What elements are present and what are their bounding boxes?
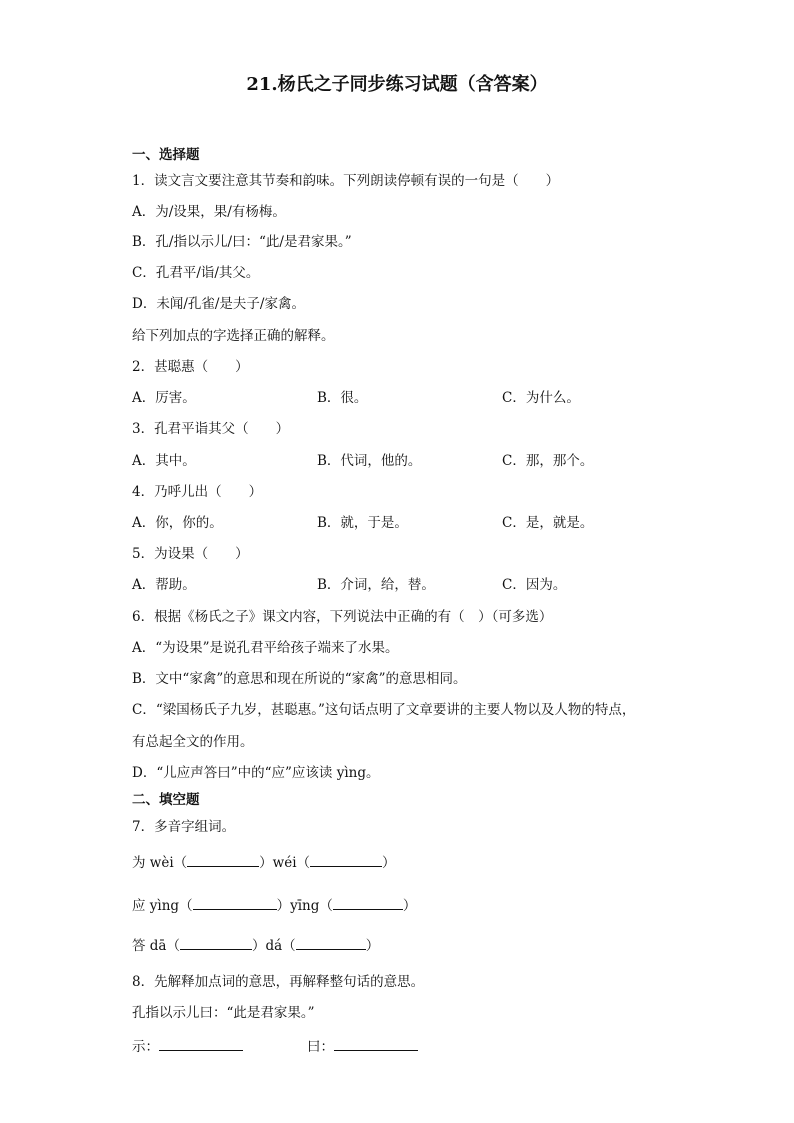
- question-8-sentence: 孔指以示儿曰：“此是君家果。”: [132, 1005, 315, 1021]
- question-7-stem: 7．多音字组词。: [132, 819, 236, 835]
- question-1-option-d: D．未闻/孔雀/是夫子/家禽。: [132, 296, 305, 312]
- question-6-option-c: C．“梁国杨氏子九岁，甚聪惠。”这句话点明了文章要讲的主要人物以及人物的特点，: [132, 702, 636, 718]
- question-8-answer-line: [132, 1036, 418, 1056]
- answer-blank[interactable]: [310, 852, 382, 867]
- question-7-row-wei: [132, 852, 396, 872]
- question-8-stem: 8．先解释加点词的意思，再解释整句话的意思。: [132, 974, 425, 990]
- question-7-row-ying: [132, 895, 416, 915]
- question-5-option-a: A．帮助。: [132, 577, 196, 593]
- row-ying-label: 应 yìng（: [132, 898, 193, 914]
- question-2-option-a: A．厉害。: [132, 390, 196, 406]
- shi-label: 示：: [132, 1039, 159, 1055]
- question-7-row-da: [132, 935, 379, 955]
- answer-blank[interactable]: [296, 935, 366, 950]
- question-1-option-c: C．孔君平/诣/其父。: [132, 265, 260, 281]
- section-heading-choice: 一、选择题: [132, 147, 200, 163]
- row-wei-label: 为 wèi（: [132, 855, 188, 871]
- answer-blank[interactable]: [159, 1036, 243, 1051]
- question-4-option-a: A．你，你的。: [132, 515, 223, 531]
- question-2-option-b: B．很。: [317, 390, 368, 406]
- question-3-option-c: C．那，那个。: [502, 453, 594, 469]
- question-5-option-b: B．介词，给，替。: [317, 577, 435, 593]
- row-wei-label-2: ）wéi（: [259, 855, 311, 871]
- question-2-stem: 2．甚聪惠（ ）: [132, 359, 249, 375]
- answer-blank[interactable]: [193, 895, 277, 910]
- row-ying-close: ）: [402, 898, 417, 914]
- question-3-option-b: B．代词，他的。: [317, 453, 422, 469]
- row-ying-label-2: ）yīng（: [276, 898, 333, 914]
- question-4-option-c: C．是，就是。: [502, 515, 594, 531]
- question-6-stem: 6．根据《杨氏之子》课文内容，下列说法中正确的有（ ）（可多选）: [132, 609, 553, 625]
- question-6-option-a: A．“为设果”是说孔君平给孩子端来了水果。: [132, 640, 399, 656]
- answer-blank[interactable]: [187, 852, 259, 867]
- question-5-stem: 5．为设果（ ）: [132, 546, 249, 562]
- answer-blank[interactable]: [180, 935, 252, 950]
- question-1-stem: 1．读文言文要注意其节奏和韵味。下列朗读停顿有误的一句是（ ）: [132, 173, 560, 189]
- row-wei-close: ）: [382, 855, 396, 871]
- yue-label: 曰：: [307, 1039, 334, 1055]
- question-3-stem: 3．孔君平诣其父（ ）: [132, 421, 290, 437]
- row-da-label: 答 dā（: [132, 938, 180, 954]
- question-6-option-b: B．文中“家禽”的意思和现在所说的“家禽”的意思相同。: [132, 671, 467, 687]
- question-5-option-c: C．因为。: [502, 577, 567, 593]
- question-4-option-b: B．就，于是。: [317, 515, 408, 531]
- row-da-label-2: ）dá（: [251, 938, 296, 954]
- page-title: 21.杨氏之子同步练习试题（含答案）: [246, 74, 548, 95]
- question-1-option-b: B．孔/指以示儿/曰：“此/是君家果。”: [132, 234, 352, 250]
- question-3-option-a: A．其中。: [132, 453, 196, 469]
- question-1-option-a: A．为/设果，果/有杨梅。: [132, 204, 286, 220]
- instruction-text: 给下列加点的字选择正确的解释。: [132, 328, 335, 344]
- question-6-option-c-continued: 有总起全文的作用。: [132, 734, 254, 750]
- row-da-close: ）: [365, 938, 380, 954]
- question-2-option-c: C．为什么。: [502, 390, 580, 406]
- question-6-option-d: D．“儿应声答曰”中的“应”应该读 yìng。: [132, 765, 380, 781]
- section-heading-fill: 二、填空题: [132, 792, 200, 808]
- answer-blank[interactable]: [333, 895, 403, 910]
- answer-blank[interactable]: [334, 1036, 418, 1051]
- question-4-stem: 4．乃呼儿出（ ）: [132, 484, 263, 500]
